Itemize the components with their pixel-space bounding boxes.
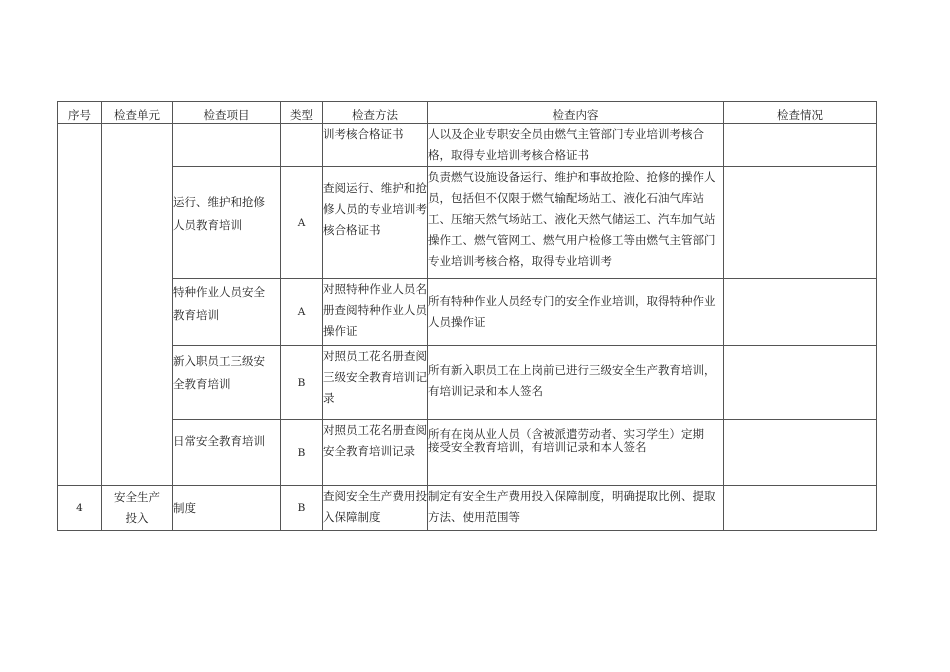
table-row bbox=[58, 486, 877, 531]
type-cell: B bbox=[281, 486, 323, 531]
header-type: 类型 bbox=[281, 102, 323, 124]
content-cell: 人以及企业专职安全员由燃气主管部门专业培训考核合格，取得专业培训考核合格证书 bbox=[428, 124, 724, 167]
method-cell: 查阅运行、维护和抢修人员的专业培训考核合格证书 bbox=[323, 167, 428, 279]
item-cell bbox=[173, 346, 281, 420]
status-cell bbox=[724, 167, 877, 279]
unit-cell-empty bbox=[102, 124, 173, 486]
seq-number: 4 bbox=[58, 486, 102, 531]
type-cell: A bbox=[281, 279, 323, 346]
method-cell: 训考核合格证书 bbox=[323, 124, 428, 167]
content-cell: 制定有安全生产费用投入保障制度，明确提取比例、提取方法、使用范围等 bbox=[428, 486, 724, 531]
item-cell bbox=[173, 420, 281, 486]
header-item: 检查项目 bbox=[173, 102, 281, 124]
status-cell bbox=[724, 420, 877, 486]
item-label-line1: 特种作业人员安全 bbox=[173, 285, 265, 299]
table-row bbox=[58, 167, 877, 279]
type-cell: B bbox=[281, 346, 323, 420]
item-label-line2: 教育培训 bbox=[173, 308, 219, 322]
header-unit: 检查单元 bbox=[102, 102, 173, 124]
header-content: 检查内容 bbox=[428, 102, 724, 124]
content-cell: 所有特种作业人员经专门的安全作业培训，取得特种作业人员操作证 bbox=[428, 279, 724, 346]
header-row bbox=[58, 102, 877, 124]
item-label-line1: 新入职员工三级安 bbox=[173, 354, 265, 368]
table-row bbox=[58, 346, 877, 420]
status-cell bbox=[724, 486, 877, 531]
item-label: 日常安全教育培训 bbox=[173, 434, 265, 448]
method-cell: 查阅安全生产费用投入保障制度 bbox=[323, 486, 428, 531]
unit-label: 安全生产投入 bbox=[102, 486, 173, 531]
status-cell bbox=[724, 346, 877, 420]
content-text: 负责燃气设施设备运行、维护和事故抢险、抢修的操作人员，包括但不仅限于燃气输配场站工、液化石油气库站工、压缩天然气场站工、液化天然气储运工、汽车加气站操作工、燃气管网工、燃气用户检修工等由燃气主管部门专业培训考核合格，取得专业培训考 bbox=[428, 170, 716, 268]
table-row bbox=[58, 124, 877, 167]
item-label-line1: 运行、维护和抢修 bbox=[173, 195, 265, 209]
method-cell: 对照特种作业人员名册查阅特种作业人员操作证 bbox=[323, 279, 428, 346]
content-cell bbox=[428, 167, 724, 279]
item-label-line2: 人员教育培训 bbox=[173, 218, 242, 232]
content-cell: 所有在岗从业人员（含被派遣劳动者、实习学生）定期 接受安全教育培训，有培训记录和本人签名 bbox=[428, 420, 724, 486]
status-cell bbox=[724, 279, 877, 346]
inspection-table bbox=[57, 101, 877, 531]
type-cell: B bbox=[281, 420, 323, 486]
header-status: 检查情况 bbox=[724, 102, 877, 124]
type-cell: A bbox=[281, 167, 323, 279]
item-cell bbox=[173, 279, 281, 346]
header-seq: 序号 bbox=[58, 102, 102, 124]
type-cell bbox=[281, 124, 323, 167]
seq-cell-empty bbox=[58, 124, 102, 486]
item-cell bbox=[173, 167, 281, 279]
status-cell bbox=[724, 124, 877, 167]
method-cell: 对照员工花名册查阅三级安全教育培训记录 bbox=[323, 346, 428, 420]
content-cell: 所有新入职员工在上岗前已进行三级安全生产教育培训，有培训记录和本人签名 bbox=[428, 346, 724, 420]
header-method: 检查方法 bbox=[323, 102, 428, 124]
item-cell bbox=[173, 124, 281, 167]
table-row bbox=[58, 420, 877, 486]
item-label-line2: 全教育培训 bbox=[173, 377, 231, 391]
table-row bbox=[58, 279, 877, 346]
item-cell: 制度 bbox=[173, 486, 281, 531]
method-cell: 对照员工花名册查阅安全教育培训记录 bbox=[323, 420, 428, 486]
